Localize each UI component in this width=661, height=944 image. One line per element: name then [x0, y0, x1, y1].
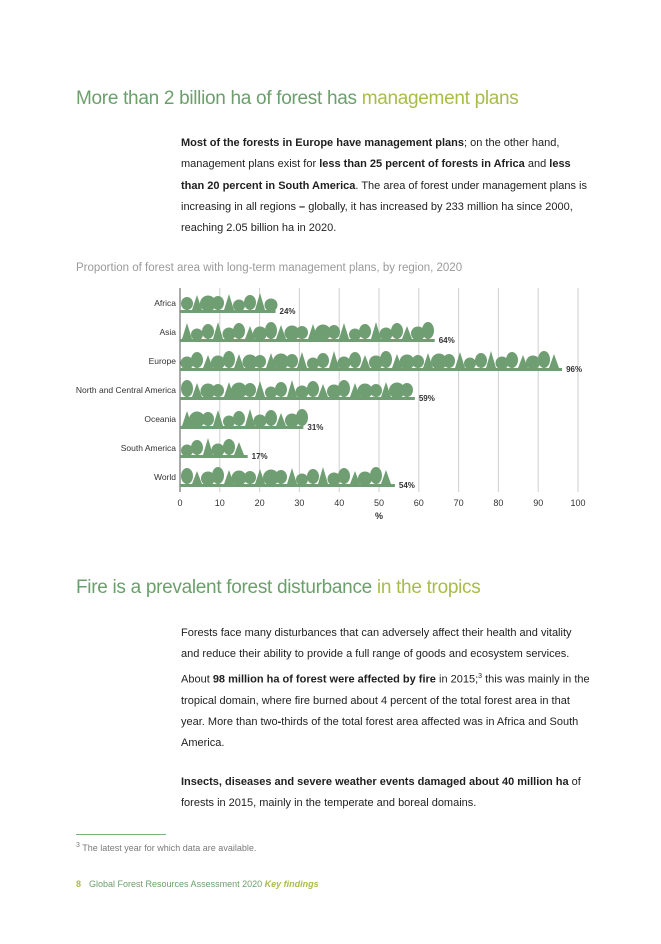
- footnote: [76, 842, 256, 853]
- x-tick-label: 30: [294, 498, 305, 508]
- text-bold: 98 million ha of forest were affected by fire: [212, 673, 436, 686]
- bar: [180, 293, 278, 313]
- bar: [180, 467, 395, 487]
- section1-paragraph: [181, 133, 591, 239]
- data-label: 17%: [251, 452, 268, 461]
- section1-heading-part1: More than 2 billion ha of forest has: [76, 88, 362, 109]
- bar: [180, 409, 308, 429]
- section1-heading: [76, 88, 519, 110]
- section2-paragraph-1: [181, 623, 591, 754]
- x-tick-label: 80: [493, 498, 504, 508]
- text: . The area of forest under management plans is increasing in all regions: [181, 179, 587, 213]
- x-tick-label: 0: [177, 498, 183, 508]
- category-label: North and Central America: [75, 385, 176, 395]
- section2-heading: [76, 577, 480, 599]
- category-label: Africa: [154, 298, 176, 308]
- x-tick-label: 90: [533, 498, 544, 508]
- bar: [180, 322, 435, 342]
- text: this was mainly in the tropical domain, where fire burned about 4 percent of the total forest area in that year. More than two: [181, 673, 590, 728]
- data-label: 31%: [307, 423, 324, 432]
- section2-heading-part2: in the tropics: [376, 577, 481, 598]
- text: Forests face many disturbances that can adversely affect their health and vitality and reduce their ability to provide a full range of goods and ecosystem services. About: [181, 627, 572, 686]
- bar: [180, 351, 562, 371]
- footnote-number: 3: [76, 842, 80, 849]
- x-tick-label: 10: [214, 498, 225, 508]
- text-bold: Insects, diseases and severe weather events damaged about 40 million ha: [181, 776, 569, 788]
- data-label: 64%: [438, 336, 455, 345]
- text-bold: –: [299, 200, 306, 213]
- text: of forests in 2015, mainly in the temperate and boreal domains.: [181, 776, 581, 810]
- category-label: Oceania: [144, 414, 176, 424]
- section2-paragraph-2: [181, 772, 591, 815]
- section2-heading-part1: Fire is a prevalent forest disturbance: [76, 577, 377, 598]
- text: in 2015;: [435, 673, 479, 686]
- footnote-divider: [76, 834, 166, 835]
- text: ; on the other hand, management plans exist for: [181, 137, 560, 171]
- bar-chart: [0, 280, 661, 530]
- chart-title: Proportion of forest area with long-term management plans, by region, 2020: [76, 262, 463, 274]
- x-tick-label: 20: [254, 498, 265, 508]
- text: and: [524, 158, 550, 171]
- category-label: World: [153, 472, 176, 482]
- text-bold: -: [277, 715, 282, 728]
- footer-subtitle: Key findings: [264, 879, 319, 889]
- category-label: Asia: [159, 327, 176, 337]
- x-tick-label: 70: [453, 498, 464, 508]
- x-tick-label: 60: [413, 498, 424, 508]
- text-bold: less than 25 percent of forests in Africa: [319, 158, 525, 171]
- bar: [180, 380, 415, 400]
- page-footer: [76, 879, 319, 889]
- x-tick-label: 100: [570, 498, 586, 508]
- section1-heading-part2: management plans: [361, 88, 519, 109]
- data-label: 59%: [418, 394, 435, 403]
- bar: [180, 438, 248, 458]
- text: globally, it has increased by 233 million ha since 2000, reaching 2.05 billion ha in 2020.: [181, 200, 573, 235]
- x-tick-label: 40: [334, 498, 345, 508]
- footnote-text: The latest year for which data are available.: [79, 843, 257, 853]
- text-bold: Most of the forests in Europe have management plans: [181, 137, 464, 149]
- data-label: 24%: [279, 307, 296, 316]
- category-label: Europe: [148, 356, 176, 366]
- data-label: 54%: [398, 481, 415, 490]
- x-axis-label: %: [374, 511, 384, 521]
- footnote-ref: 3: [478, 672, 483, 680]
- data-label: 96%: [566, 365, 583, 374]
- category-label: South America: [120, 443, 176, 453]
- text: thirds of the total forest area affected was in Africa and South America.: [181, 715, 579, 750]
- footer-title: Global Forest Resources Assessment 2020: [89, 879, 265, 889]
- text-bold: less than 20 percent in South America: [181, 158, 571, 192]
- page-number: 8: [76, 879, 82, 889]
- x-tick-label: 50: [373, 498, 385, 508]
